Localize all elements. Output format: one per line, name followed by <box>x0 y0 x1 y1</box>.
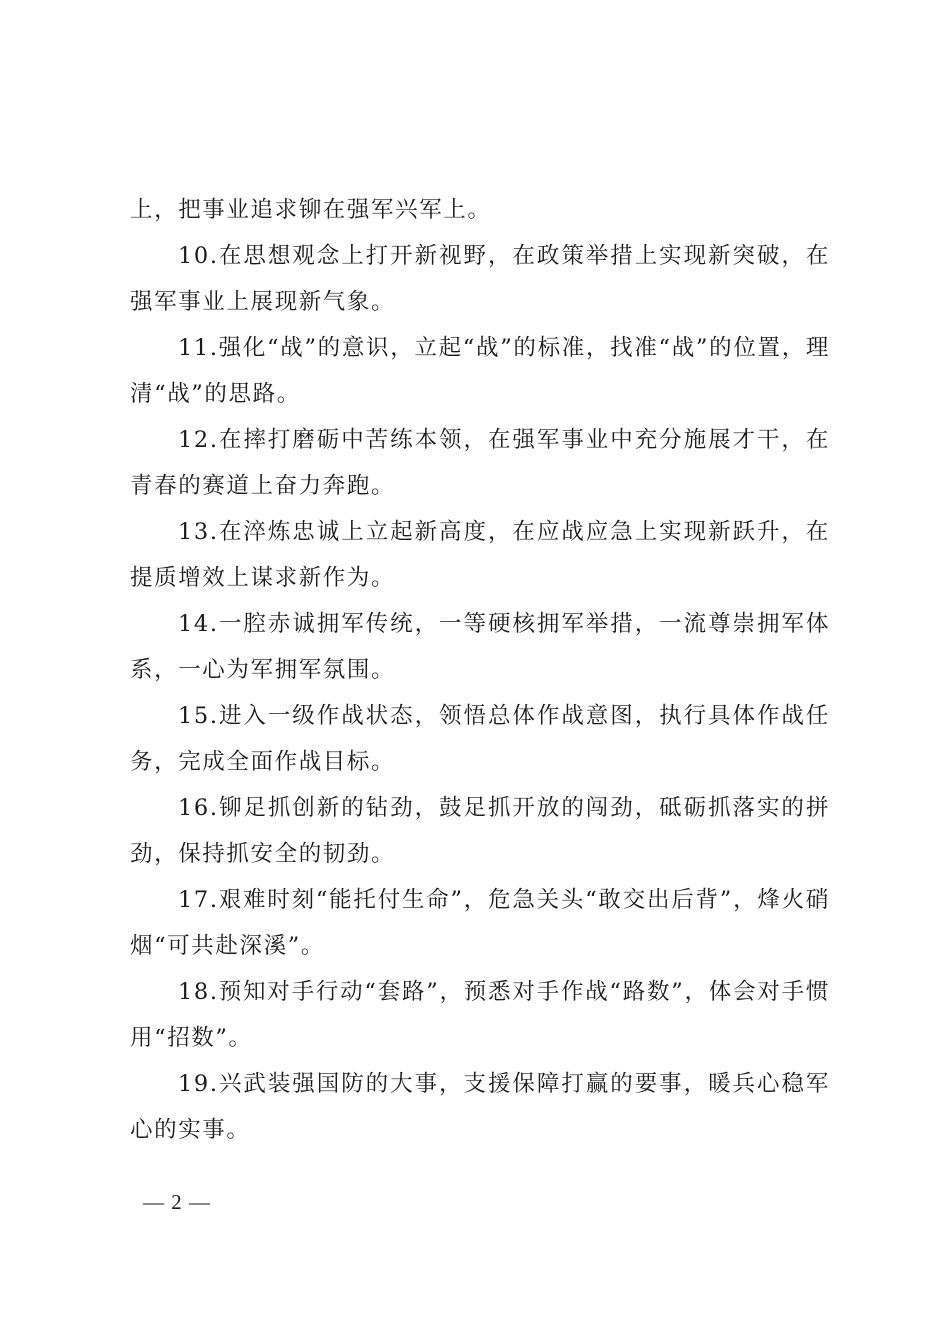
list-item-13: 13.在淬炼忠诚上立起新高度，在应战应急上实现新跃升，在提质增效上谋求新作为。 <box>130 519 830 591</box>
document-body <box>130 187 830 1153</box>
list-item-10: 10.在思想观念上打开新视野，在政策举措上实现新突破，在强军事业上展现新气象。 <box>130 243 830 315</box>
list-item-18: 18.预知对手行动“套路”，预悉对手作战“路数”，体会对手惯用“招数”。 <box>130 979 830 1051</box>
list-item-19: 19.兴武装强国防的大事，支援保障打赢的要事，暖兵心稳军心的实事。 <box>130 1071 830 1143</box>
list-item-11: 11.强化“战”的意识，立起“战”的标准，找准“战”的位置，理清“战”的思路。 <box>130 335 830 407</box>
list-item-14: 14.一腔赤诚拥军传统，一等硬核拥军举措，一流尊崇拥军体系，一心为军拥军氛围。 <box>130 611 830 683</box>
list-item-15: 15.进入一级作战状态，领悟总体作战意图，执行具体作战任务，完成全面作战目标。 <box>130 703 830 775</box>
list-item-16: 16.铆足抓创新的钻劲，鼓足抓开放的闯劲，砥砺抓落实的拼劲，保持抓安全的韧劲。 <box>130 795 830 867</box>
paragraph-continuation: 上，把事业追求铆在强军兴军上。 <box>130 197 492 223</box>
list-item-17: 17.艰难时刻“能托付生命”，危急关头“敢交出后背”，烽火硝烟“可共赴深溪”。 <box>130 887 830 959</box>
page-number: — 2 — <box>143 1190 211 1214</box>
list-item-12: 12.在摔打磨砺中苦练本领，在强军事业中充分施展才干，在青春的赛道上奋力奔跑。 <box>130 427 830 499</box>
